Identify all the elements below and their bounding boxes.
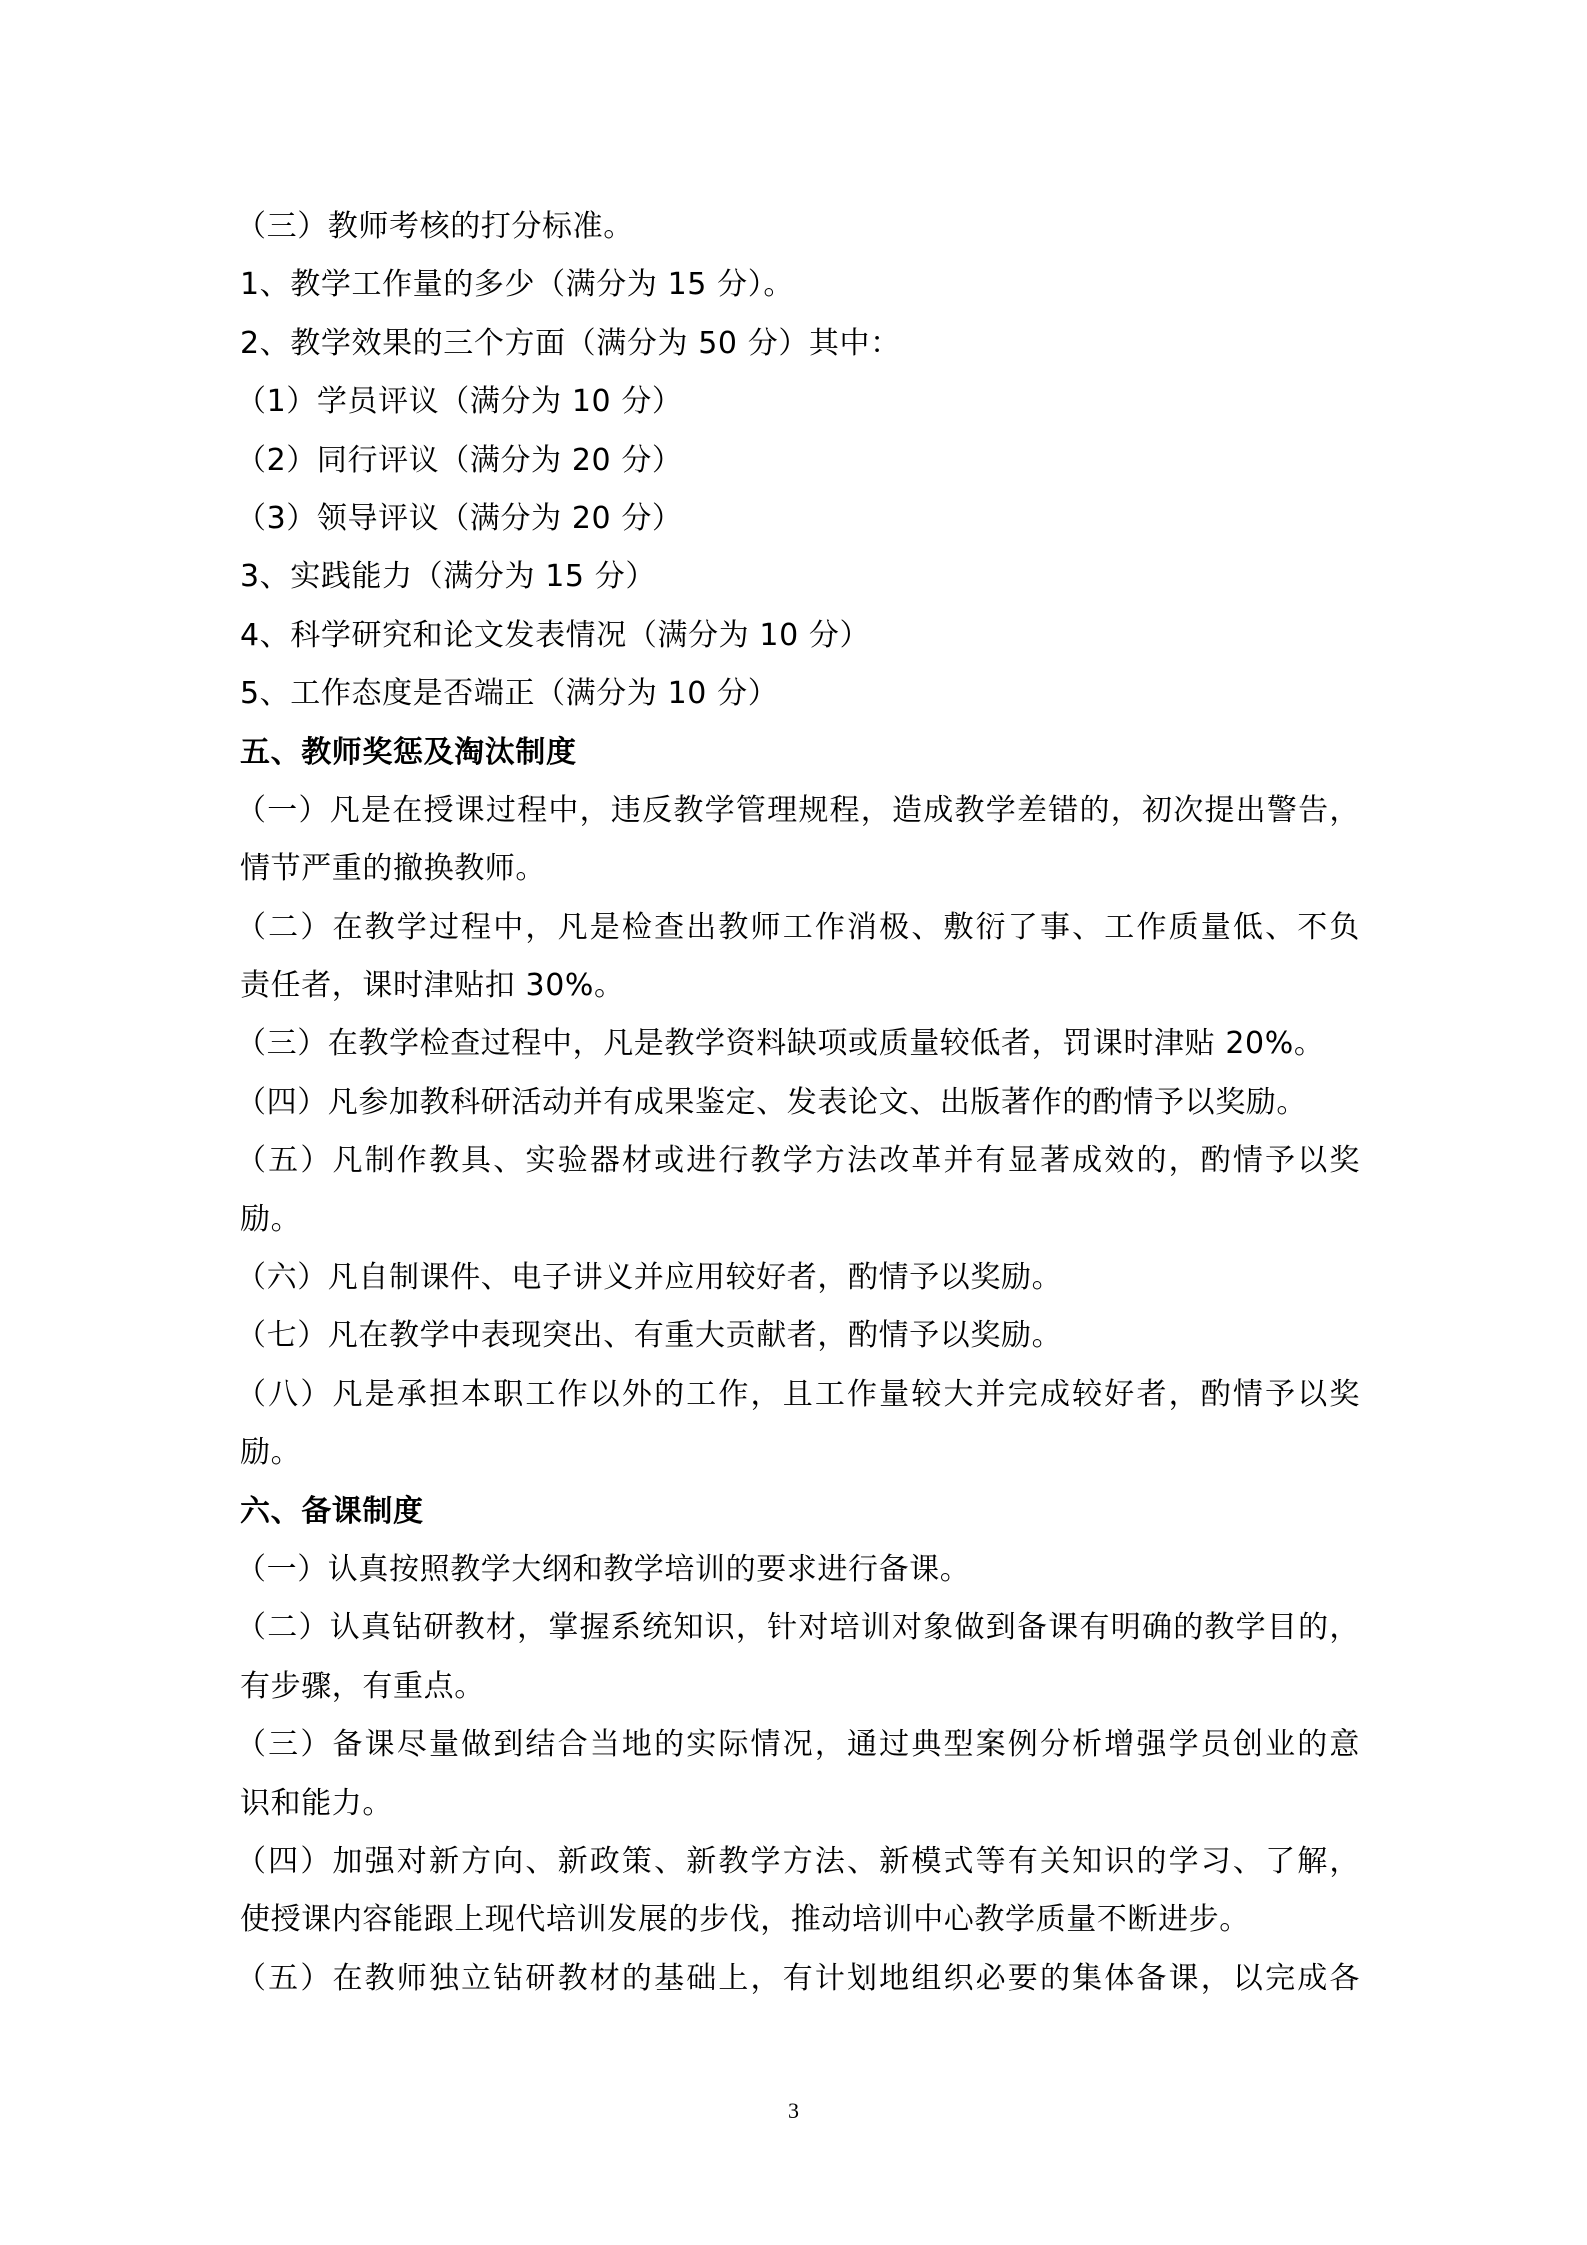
text-line: （2）同行评议（满分为 20 分） (236, 442, 683, 478)
text-line: （五）凡制作教具、实验器材或进行教学方法改革并有显著成效的，酌情予以奖 (236, 1143, 1360, 1179)
text-line: 4、科学研究和论文发表情况（满分为 10 分） (240, 617, 871, 653)
text-line: （四）加强对新方向、新政策、新教学方法、新模式等有关知识的学习、了解， (236, 1843, 1360, 1879)
text-line: （三）教师考核的打分标准。 (236, 209, 634, 244)
text-line: 责任者，课时津贴扣 30%。 (240, 968, 625, 1004)
text-line: （二）在教学过程中，凡是检查出教师工作消极、敷衍了事、工作质量低、不负 (236, 909, 1360, 945)
text-line: 5、工作态度是否端正（满分为 10 分） (240, 676, 779, 712)
section-heading: 五、教师奖惩及淘汰制度 (240, 734, 577, 770)
text-line: （六）凡自制课件、电子讲义并应用较好者，酌情予以奖励。 (236, 1260, 1063, 1296)
text-line: （三）在教学检查过程中，凡是教学资料缺项或质量较低者，罚课时津贴 20%。 (236, 1026, 1325, 1062)
text-line: （八）凡是承担本职工作以外的工作，且工作量较大并完成较好者，酌情予以奖 (236, 1376, 1360, 1412)
text-line: （一）认真按照教学大纲和教学培训的要求进行备课。 (236, 1551, 971, 1587)
text-line: 1、教学工作量的多少（满分为 15 分）。 (240, 267, 794, 303)
text-line: 励。 (240, 1201, 302, 1237)
text-line: 3、实践能力（满分为 15 分） (240, 559, 656, 595)
text-line: （一）凡是在授课过程中，违反教学管理规程，造成教学差错的，初次提出警告， (236, 792, 1360, 828)
text-line: （3）领导评议（满分为 20 分） (236, 500, 683, 536)
text-line: 情节严重的撤换教师。 (240, 851, 546, 887)
section-heading: 六、备课制度 (240, 1493, 424, 1529)
text-line: 使授课内容能跟上现代培训发展的步伐，推动培训中心教学质量不断进步。 (240, 1902, 1250, 1938)
text-line: 识和能力。 (240, 1785, 393, 1821)
page-number: 3 (788, 2098, 799, 2123)
text-line: （三）备课尽量做到结合当地的实际情况，通过典型案例分析增强学员创业的意 (236, 1727, 1360, 1763)
text-line: （四）凡参加教科研活动并有成果鉴定、发表论文、出版著作的酌情予以奖励。 (236, 1084, 1307, 1120)
text-line: （七）凡在教学中表现突出、有重大贡献者，酌情予以奖励。 (236, 1318, 1063, 1354)
text-line: （1）学员评议（满分为 10 分） (236, 384, 683, 420)
text-line: 有步骤，有重点。 (240, 1668, 485, 1704)
text-line: 2、教学效果的三个方面（满分为 50 分）其中： (240, 325, 901, 361)
text-line: （二）认真钻研教材，掌握系统知识，针对培训对象做到备课有明确的教学目的， (236, 1610, 1360, 1646)
text-line: （五）在教师独立钻研教材的基础上，有计划地组织必要的集体备课，以完成各 (236, 1960, 1360, 1996)
text-line: 励。 (240, 1435, 302, 1471)
document-body (236, 198, 1360, 2008)
